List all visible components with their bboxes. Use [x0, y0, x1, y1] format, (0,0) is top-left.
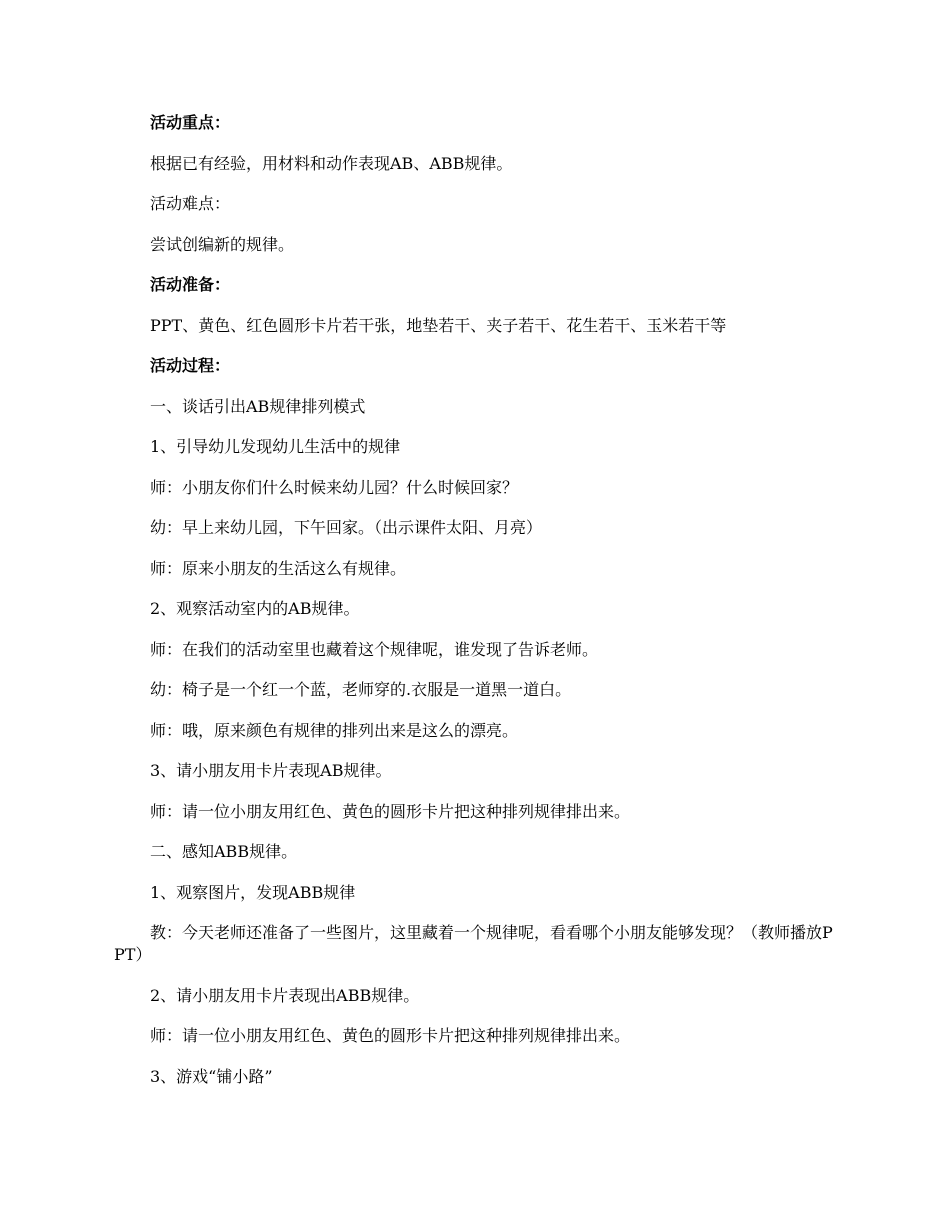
paragraph: 师：在我们的活动室里也藏着这个规律呢，谁发现了告诉老师。 — [150, 639, 599, 659]
paragraph: 1、引导幼儿发现幼儿生活中的规律 — [150, 437, 401, 456]
paragraph: 师：原来小朋友的生活这么有规律。 — [150, 558, 407, 578]
paragraph: 师：小朋友你们什么时候来幼儿园？什么时候回家？ — [150, 477, 519, 497]
paragraph: 3、请小朋友用卡片表现AB规律。 — [150, 761, 392, 780]
section-heading-preparation: 活动准备： — [150, 275, 231, 294]
section-heading-difficulties: 活动难点： — [150, 194, 231, 213]
paragraph: 二、感知ABB规律。 — [150, 842, 298, 861]
paragraph: 幼：早上来幼儿园，下午回家。（出示课件太阳、月亮） — [150, 518, 543, 537]
paragraph: 2、观察活动室内的AB规律。 — [150, 599, 360, 618]
paragraph: 教：今天老师还准备了一些图片，这里藏着一个规律呢，看看哪个小朋友能够发现？（教师播放PPT） — [114, 923, 833, 964]
document-body — [114, 112, 836, 1106]
paragraph: 尝试创编新的规律。 — [150, 234, 295, 254]
paragraph: 师：请一位小朋友用红色、黄色的圆形卡片把这种排列规律排出来。 — [150, 1026, 631, 1045]
paragraph: 根据已有经验，用材料和动作表现AB、ABB规律。 — [150, 153, 513, 173]
paragraph: 2、请小朋友用卡片表现出ABB规律。 — [150, 985, 420, 1005]
paragraph: 师：哦，原来颜色有规律的排列出来是这么的漂亮。 — [150, 720, 519, 740]
section-heading-process: 活动过程： — [150, 356, 231, 375]
paragraph: 师：请一位小朋友用红色、黄色的圆形卡片把这种排列规律排出来。 — [150, 801, 631, 821]
paragraph: 3、游戏“铺小路” — [150, 1066, 273, 1086]
paragraph: PPT、黄色、红色圆形卡片若干张，地垫若干、夹子若干、花生若干、玉米若干等 — [150, 315, 727, 335]
paragraph: 一、谈话引出AB规律排列模式 — [150, 396, 366, 416]
paragraph: 幼：椅子是一个红一个蓝，老师穿的.衣服是一道黑一道白。 — [150, 680, 572, 699]
paragraph: 1、观察图片，发现ABB规律 — [150, 882, 356, 902]
section-heading-key-points: 活动重点： — [150, 113, 231, 132]
